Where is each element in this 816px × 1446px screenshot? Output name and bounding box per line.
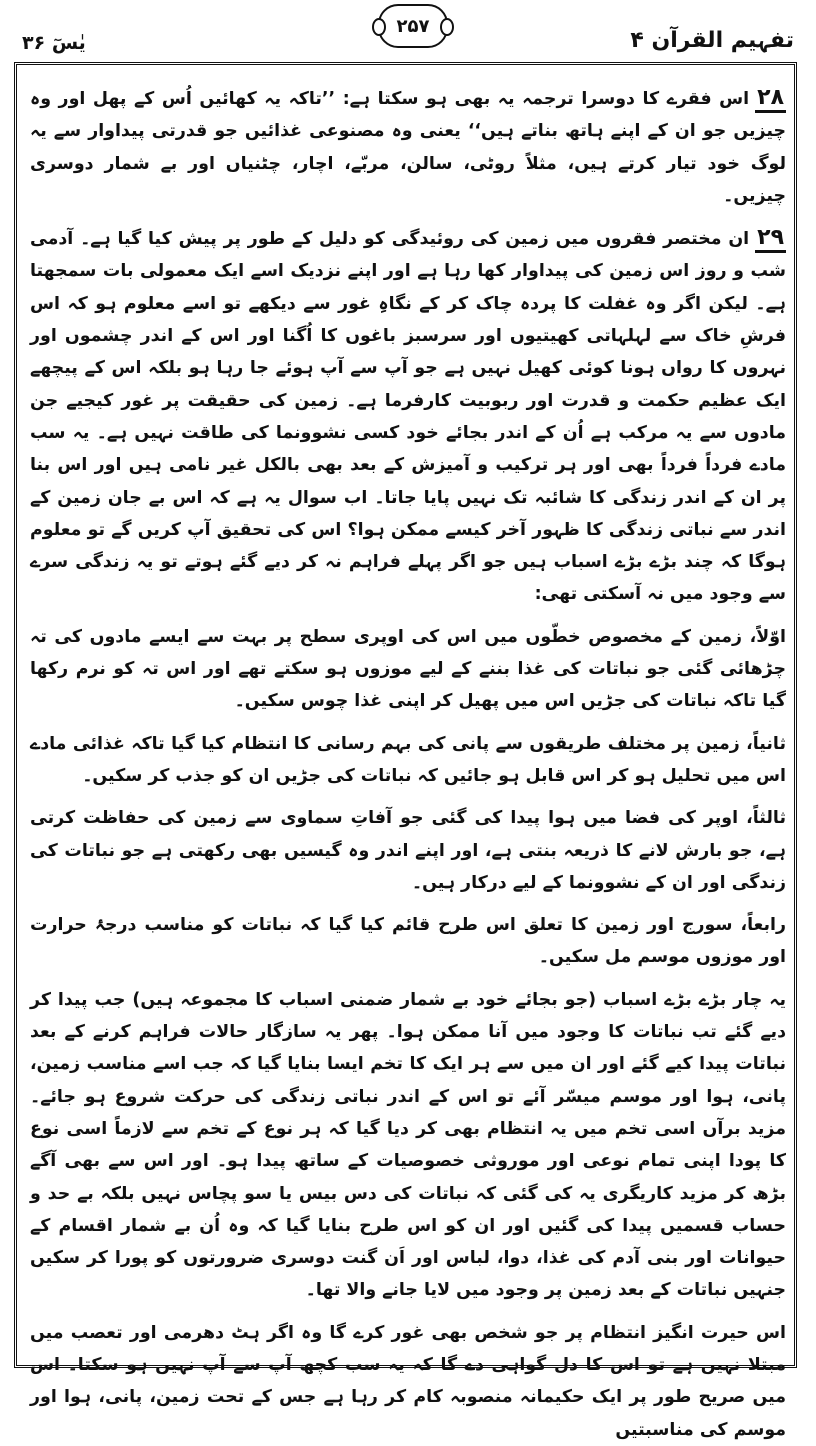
paragraph-second-cause: ثانیاً، زمین پر مختلف طریقوں سے پانی کی بہم رسانی کا انتظام کیا گیا تاکہ غذائی مادے اس میں تحلیل ہو کر اس قابل ہو جائیں کہ نباتات کی جڑیں ان کو جذب کر سکیں۔ (30, 733, 786, 786)
footnote-number: ۲۹ (755, 225, 786, 253)
footnote-number: ۲۸ (755, 85, 786, 113)
footnote-text: ان مختصر فقروں میں زمین کی روئیدگی کو دلیل کے طور پر پیش کیا گیا ہے۔ آدمی شب و روز اس زمین کی پیداوار کھا رہا ہے اور اپنے نزدیک اسے ایک معمولی بات سمجھتا ہے۔ لیکن اگر وہ غفلت کا پردہ چاک کر کے نگاہِ غور سے دیکھے تو اسے معلوم ہو کہ اس فرشِ خاک سے لہلہاتی کھیتیوں اور سرسبز باغوں کا اُگنا اور اس کے اندر چشموں اور نہروں کا رواں ہونا کوئی کھیل نہیں ہے جو آپ سے آپ ہوئے جا رہا ہو بلکہ اس کے پیچھے ایک عظیم حکمت و قدرت اور ربوبیت کارفرما ہے۔ زمین کی حقیقت پر غور کیجیے جن مادوں سے یہ مرکب ہے اُن کے اندر بجائے خود کسی نشوونما کی طاقت نہیں ہے۔ یہ سب مادے فرداً فرداً بھی اور ہر ترکیب و آمیزش کے بعد بھی بالکل غیر نامی ہیں اور اس بنا پر ان کے اندر زندگی کا شائبہ تک نہیں پایا جاتا۔ اب سوال یہ ہے کہ اس بے جان زمین کے اندر سے نباتی زندگی کا ظہور آخر کیسے ممکن ہوا؟ اس کی تحقیق آپ کریں گے تو معلوم ہوگا کہ چند بڑے بڑے اسباب ہیں جو اگر پہلے فراہم نہ کر دیے گئے ہوتے تو یہ زندگی سرے سے وجود میں نہ آسکتی تھی: (30, 229, 786, 605)
page-number-badge: ۲۵۷ (378, 4, 448, 48)
book-title: تفہیم القرآن ۴ (630, 28, 794, 53)
footnote-29 (30, 222, 786, 611)
surah-label: یٰسٓ ۳۶ (22, 32, 86, 54)
footnote-28 (30, 82, 786, 212)
page-header (0, 0, 816, 60)
paragraph-conclusion: اس حیرت انگیز انتظام پر جو شخص بھی غور کرے گا وہ اگر ہٹ دھرمی اور تعصب میں مبتلا نہیں ہے تو اس کا دل گواہی دے گا کہ یہ سب کچھ آپ سے آپ نہیں ہو سکتا۔ اس میں صریح طور پر ایک حکیمانہ منصوبہ کام کر رہا ہے جس کے تحت زمین، پانی، ہوا اور موسم کی مناسبتیں (30, 1322, 786, 1440)
commentary-body (30, 82, 786, 1440)
paragraph-first-cause: اوّلاً، زمین کے مخصوص خطّوں میں اس کی اوپری سطح پر بہت سے ایسے مادوں کی تہ چڑھائی گئی جو نباتات کی غذا بننے کے لیے موزوں ہو سکتے تھے اور اس تہ کو نرم رکھا گیا تاکہ نباتات کی جڑیں اس میں پھیل کر اپنی غذا چوس سکیں۔ (30, 626, 786, 712)
paragraph-fourth-cause: رابعاً، سورج اور زمین کا تعلق اس طرح قائم کیا گیا کہ نباتات کو مناسب درجۂ حرارت اور موزوں موسم مل سکیں۔ (30, 915, 786, 968)
footnote-text: اس فقرے کا دوسرا ترجمہ یہ بھی ہو سکتا ہے: ’’تاکہ یہ کھائیں اُس کے پھل اور وہ چیزیں جو ان کے اپنے ہاتھ بناتے ہیں‘‘ یعنی وہ مصنوعی غذائیں جو قدرتی پیداوار سے یہ لوگ خود تیار کرتے ہیں، مثلاً روٹی، سالن، مربّے، اچار، چٹنیاں اور بے شمار دوسری چیزیں۔ (30, 89, 786, 206)
paragraph-third-cause: ثالثاً، اوپر کی فضا میں ہوا پیدا کی گئی جو آفاتِ سماوی سے زمین کی حفاظت کرتی ہے، جو بارش لانے کا ذریعہ بنتی ہے، اور اپنے اندر وہ گیسیں بھی رکھتی ہے جو نباتات کی زندگی اور ان کے نشوونما کے لیے درکار ہیں۔ (30, 808, 786, 893)
paragraph-seeds: یہ چار بڑے بڑے اسباب (جو بجائے خود بے شمار ضمنی اسباب کا مجموعہ ہیں) جب پیدا کر دیے گئے تب نباتات کا وجود میں آنا ممکن ہوا۔ پھر یہ سازگار حالات فراہم کرنے کے بعد نباتات پیدا کیے گئے اور ان میں سے ہر ایک کا تخم ایسا بنایا گیا کہ جب اسے مناسب زمین، پانی، ہوا اور موسم میسّر آئے تو اس کے اندر نباتی زندگی کی حرکت شروع ہو جائے۔ مزید برآں اسی تخم میں یہ انتظام بھی کر دیا گیا کہ ہر نوع کے تخم سے لازماً اسی نوع کا پودا اپنی تمام نوعی اور موروثی خصوصیات کے ساتھ پیدا ہو۔ اور اس سے بھی آگے بڑھ کر مزید کاریگری یہ کی گئی کہ نباتات کی دس بیس یا سو پچاس نہیں بلکہ بے حد و حساب قسمیں پیدا کی گئیں اور ان کو اس طرح بنایا گیا کہ وہ اُن بے شمار اقسام کے حیوانات اور بنی آدم کی غذا، دوا، لباس اور اَن گنت دوسری ضرورتوں کو پورا کر سکیں جنہیں نباتات کے بعد زمین پر وجود میں لایا جانے والا تھا۔ (30, 989, 786, 1301)
